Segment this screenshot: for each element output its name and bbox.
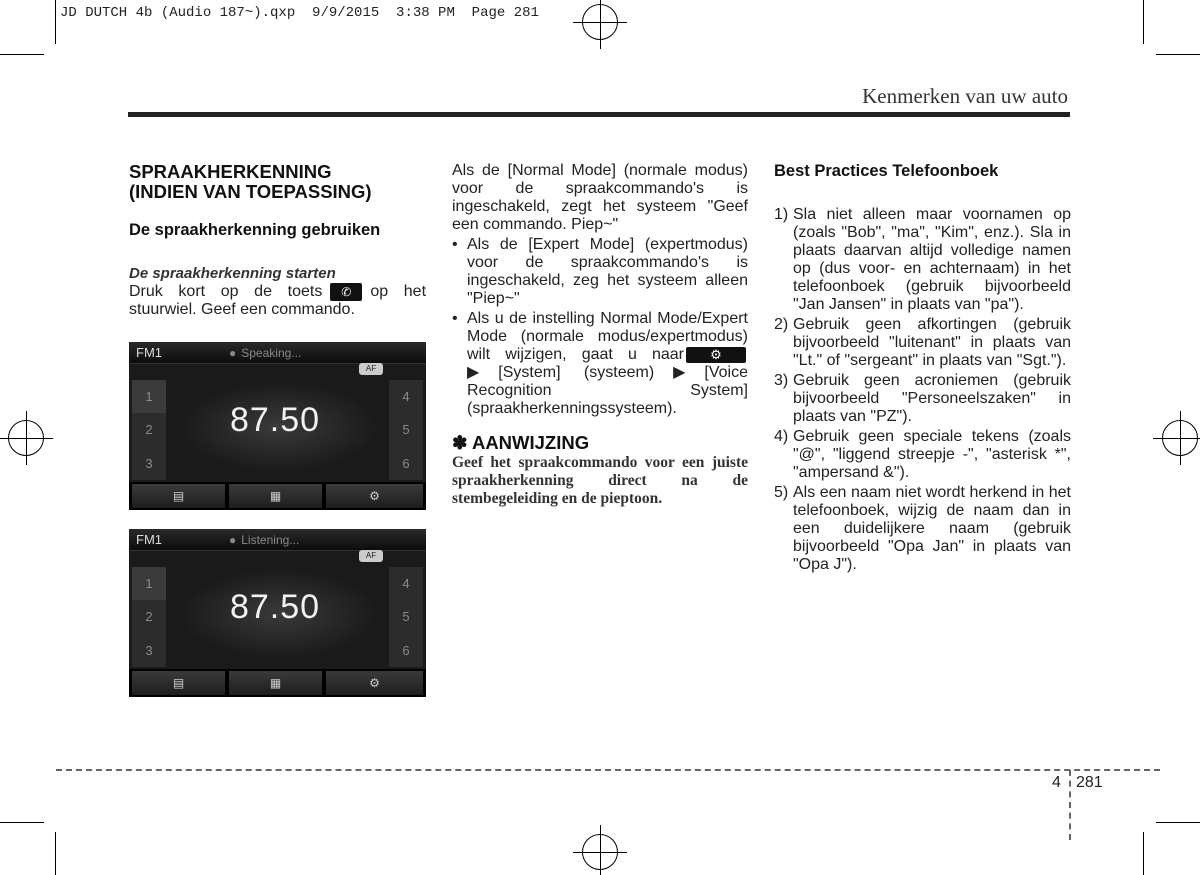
column-right bbox=[774, 162, 1071, 574]
crop-mark bbox=[55, 832, 56, 875]
section-title-line: SPRAAKHERKENNING bbox=[129, 161, 332, 182]
list-button[interactable] bbox=[132, 484, 225, 508]
screen-bottombar bbox=[129, 669, 426, 697]
list-text: Gebruik geen acroniemen (gebruik bijvoorbeeld "Personeelszaken" in plaats van "PZ"). bbox=[793, 372, 1071, 425]
registration-mark bbox=[582, 834, 618, 870]
running-head: Kenmerken van uw auto bbox=[862, 84, 1068, 108]
bullet-dot: • bbox=[452, 310, 458, 327]
frequency-display: 87.50 bbox=[229, 588, 321, 626]
preset-button[interactable]: 5 bbox=[402, 609, 410, 624]
screen-topbar bbox=[129, 529, 426, 551]
voice-status bbox=[229, 533, 299, 547]
bullet-text: [Voice Recognition System] (spraakherkenningssysteem). bbox=[467, 364, 748, 417]
chapter-number: 4 bbox=[1052, 774, 1061, 791]
list-icon: ▤ bbox=[172, 489, 185, 503]
list-icon: ▤ bbox=[172, 676, 185, 690]
arrow-right-icon: ▶ bbox=[467, 364, 499, 381]
list-text: Gebruik geen afkortingen (gebruik bijvoorbeeld "luitenant" in plaats van "Lt." of "sergeant" in plaats van "Sgt."). bbox=[793, 316, 1071, 369]
auto-store-icon: ▦ bbox=[269, 676, 282, 690]
preset-column-right bbox=[389, 567, 423, 667]
crop-mark bbox=[0, 54, 44, 55]
paragraph-text: op het stuurwiel. Geef een commando. bbox=[129, 283, 427, 319]
note-title: ✽ AANWIJZING bbox=[452, 432, 590, 453]
page-number: 281 bbox=[1076, 774, 1103, 791]
bullet-text: Als u de instelling Normal Mode/Expert Mode (normale modus/expertmodus) wilt wijzigen, gaat u naar bbox=[467, 310, 748, 363]
preset-button[interactable]: 2 bbox=[145, 422, 153, 437]
numbered-list bbox=[774, 206, 1071, 574]
list-text: Als een naam niet wordt herkend in het telefoonboek, wijzig de naam dan in een duidelijkere naam (gebruik bijvoorbeeld "Opa Jan" in plaats van "Opa J"). bbox=[793, 484, 1071, 573]
voice-status bbox=[229, 346, 301, 360]
bullet-text: [System] (systeem) bbox=[498, 364, 655, 381]
settings-button[interactable] bbox=[326, 484, 423, 508]
list-text: Sla niet alleen maar voornamen op (zoals "Bob", "ma", "Kim", enz.). Sla in plaats daarvan altijd volledige namen op (dus voor- en achternaam) in het telefoonboek (gebruik bijvoorbeeld "Jan Jansen" in plaats van "pa"). bbox=[793, 206, 1071, 313]
voice-status-text: Speaking... bbox=[241, 346, 302, 360]
preset-button[interactable]: 3 bbox=[145, 643, 153, 658]
preset-button[interactable]: 6 bbox=[402, 643, 410, 658]
crop-mark bbox=[0, 822, 44, 823]
auto-store-button[interactable] bbox=[229, 671, 322, 695]
registration-mark bbox=[8, 420, 44, 456]
column-left bbox=[129, 162, 426, 319]
footer-vertical-dash bbox=[1069, 770, 1071, 840]
list-item bbox=[774, 372, 1071, 426]
preset-button[interactable]: 3 bbox=[145, 456, 153, 471]
list-text: Gebruik geen speciale tekens (zoals "@", "liggend streepje -", "asterisk *", "ampersand &"). bbox=[793, 428, 1071, 481]
preset-column-left bbox=[132, 567, 166, 667]
frequency-display: 87.50 bbox=[229, 401, 321, 439]
subsubsection-title: De spraakherkenning starten bbox=[129, 265, 336, 282]
af-badge[interactable]: AF bbox=[359, 363, 383, 375]
gear-icon: ⚙ bbox=[369, 676, 380, 690]
crop-mark bbox=[1143, 0, 1144, 44]
auto-store-button[interactable] bbox=[229, 484, 322, 508]
list-number: 5) bbox=[774, 484, 789, 501]
crop-mark bbox=[1156, 822, 1200, 823]
paragraph bbox=[129, 283, 426, 319]
screen-bottombar bbox=[129, 482, 426, 510]
auto-store-icon: ▦ bbox=[269, 489, 282, 503]
subsection-title: De spraakherkenning gebruiken bbox=[129, 221, 381, 239]
crop-mark bbox=[1143, 832, 1144, 875]
list-number: 2) bbox=[774, 316, 789, 333]
setup-button-gear-icon: ⚙ bbox=[686, 347, 746, 363]
section-title: Best Practices Telefoonboek bbox=[774, 162, 999, 180]
list-item bbox=[774, 428, 1071, 482]
preset-button[interactable]: 5 bbox=[402, 422, 410, 437]
bullet-item bbox=[452, 236, 748, 308]
settings-button[interactable] bbox=[326, 671, 423, 695]
screen-topbar bbox=[129, 342, 426, 364]
band-label: FM1 bbox=[136, 345, 162, 360]
list-number: 4) bbox=[774, 428, 789, 445]
af-badge[interactable]: AF bbox=[359, 550, 383, 562]
radio-screen-listening bbox=[129, 529, 426, 697]
list-item bbox=[774, 484, 1071, 574]
voice-recognition-button-icon: ✆ bbox=[330, 283, 362, 301]
list-item bbox=[774, 316, 1071, 370]
list-button[interactable] bbox=[132, 671, 225, 695]
preset-button[interactable]: 4 bbox=[402, 389, 410, 404]
crop-mark bbox=[55, 0, 56, 44]
registration-mark bbox=[582, 4, 618, 40]
header-rule bbox=[128, 112, 1070, 117]
registration-mark bbox=[1162, 420, 1198, 456]
section-title-line: (INDIEN VAN TOEPASSING) bbox=[129, 181, 372, 202]
list-item bbox=[774, 206, 1071, 314]
speaking-icon: ● bbox=[229, 346, 237, 360]
preset-button[interactable]: 1 bbox=[132, 380, 166, 413]
footer-dashed-rule bbox=[56, 769, 1160, 771]
radio-screen-speaking bbox=[129, 342, 426, 510]
preset-button[interactable]: 6 bbox=[402, 456, 410, 471]
preset-column-left bbox=[132, 380, 166, 480]
paragraph-text: Druk kort op de toets bbox=[129, 283, 323, 301]
section-title bbox=[129, 162, 426, 202]
bullet-text: Als de [Expert Mode] (expertmodus) voor de spraakcommando's is ingeschakeld, zeg het systeem alleen "Piep~" bbox=[467, 236, 748, 307]
column-middle bbox=[452, 162, 748, 508]
preset-button[interactable]: 2 bbox=[145, 609, 153, 624]
list-number: 1) bbox=[774, 206, 789, 223]
gear-icon: ⚙ bbox=[369, 489, 380, 503]
arrow-right-icon: ▶ bbox=[654, 364, 705, 381]
preset-button[interactable]: 1 bbox=[132, 567, 166, 600]
bullet-dot: • bbox=[452, 236, 458, 253]
note-body: Geef het spraakcommando voor een juiste spraakherkenning direct na de stembegeleiding en de pieptoon. bbox=[452, 454, 748, 507]
preset-column-right bbox=[389, 380, 423, 480]
bullet-item bbox=[452, 310, 748, 418]
print-slug: JD DUTCH 4b (Audio 187~).qxp 9/9/2015 3:38 PM Page 281 bbox=[60, 5, 539, 21]
band-label: FM1 bbox=[136, 532, 162, 547]
crop-mark bbox=[1156, 54, 1200, 55]
microphone-icon: ● bbox=[229, 533, 237, 547]
preset-button[interactable]: 4 bbox=[402, 576, 410, 591]
list-number: 3) bbox=[774, 372, 789, 389]
paragraph: Als de [Normal Mode] (normale modus) voor de spraakcommando's is ingeschakeld, zegt het systeem "Geef een commando. Piep~" bbox=[452, 162, 748, 233]
voice-status-text: Listening... bbox=[241, 533, 300, 547]
